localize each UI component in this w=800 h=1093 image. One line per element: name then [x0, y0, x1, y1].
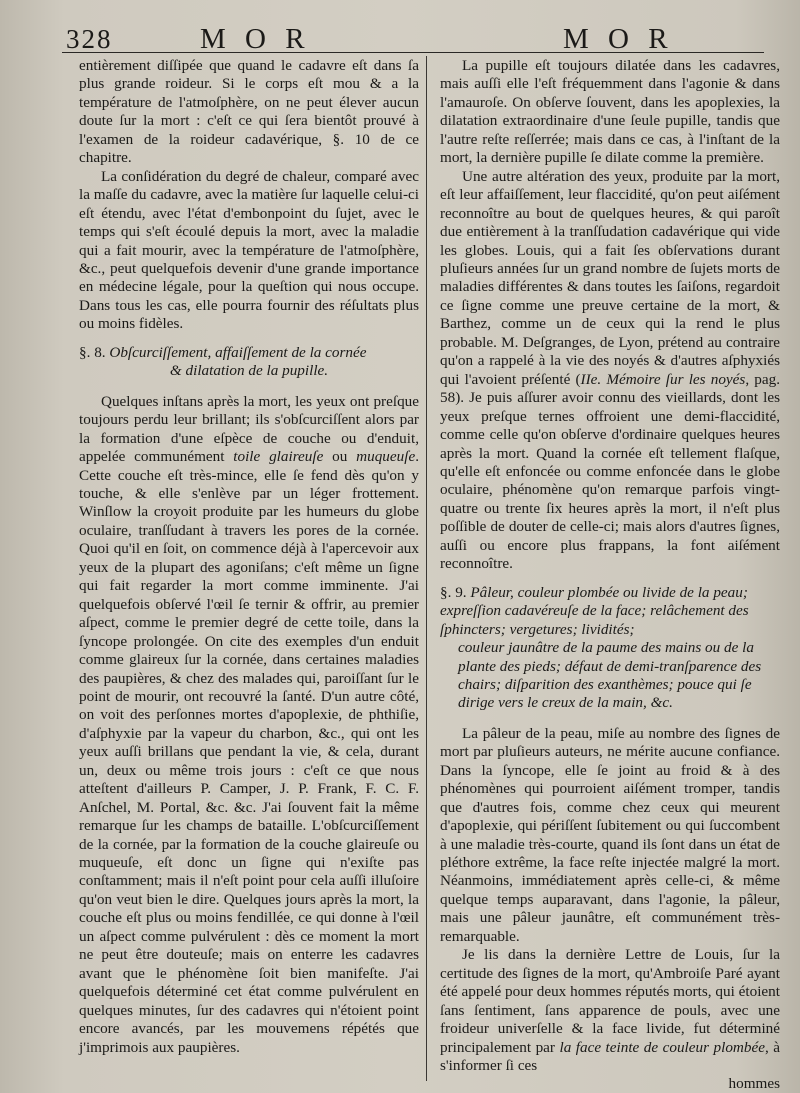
paragraph: La pâleur de la peau, miſe au nombre des ſignes de mort par pluſieurs auteurs, ne mérite aucune confiance. Dans la ſyncope, elle ſe joint au froid & à des phénomènes qui pourroient aiſément tromper, tandis que d'autres fois, comme chez ceux qui meurent d'apoplexie, qui périſſent ſubitement ou qui ſuccombent à une maladie très-courte, quand ils ſont dans un état de pléthore extrême, la face reſte injectée malgré la mort. Néanmoins, immédiatement après celle-ci, & même quelque temps auparavant, dans l'agonie, la pâleur, mais une pâleur jaunâtre, eſt communément très-remarquable.: [440, 724, 780, 945]
header-rule: [62, 52, 764, 53]
section-number: §. 8.: [79, 343, 106, 361]
page-number: 328: [66, 24, 113, 54]
italic-term: muqueuſe: [356, 448, 416, 466]
section-title-line: & dilatation de la pupille.: [169, 362, 329, 380]
paragraph: La pupille eſt toujours dilatée dans les cadavres, mais auſſi elle l'eſt fréquemment dans l'agonie & dans l'amauroſe. On obſerve ſouvent, dans les apoplexies, la dilatation extraordinaire d'une ſeule pupille, tandis que l'autre reſte reſſerrée; mais dans ce cas, à l'inſtant de la mort, la dernière pupille ſe dilate comme la première.: [440, 57, 780, 167]
section-title-line: Pâleur, couleur plombée ou livide de la peau; expreſſion cadavéreuſe de la face; relâchement des ſphincters; vergetures; lividités;: [440, 583, 749, 638]
column-rule: [426, 56, 427, 1081]
section-title-line: couleur jaunâtre de la paume des mains ou de la plante des pieds; défaut de demi-tranſparence des chairs; diſparition des exanthèmes; pouce qui ſe dirige vers le creux de la main, &c.: [458, 639, 762, 712]
section-title-line: Obſcurciſſement, affaiſſement de la cornée: [109, 343, 367, 361]
page-header: [0, 24, 800, 60]
paragraph: Je lis dans la dernière Lettre de Louis, ſur la certitude des ſignes de la mort, qu'Ambroiſe Paré ayant été appelé pour deux hommes réputés morts, qui étoient ſans ſentiment, ſans apparence de pouls, avec une froideur univerſelle & la face livide, fut déterminé principalement par la face teinte de couleur plombée, à s'informer ſi ces: [440, 946, 780, 1075]
paragraph: entièrement diſſipée que quand le cadavre eſt dans ſa plus grande roideur. Si le corps eſt mou & a la température de l'atmoſphère, on ne peut élever aucun doute ſur la mort : c'eſt ce qui ſera bientôt prouvé à l'examen de la roideur cadavérique, §. 10 de ce chapitre.: [79, 57, 419, 167]
paragraph: Quelques inſtans après la mort, les yeux ont preſque toujours perdu leur brillant; ils s'obſcurciſſent alors par la formation d'une eſpèce de couche ou d'enduit, appelée communément toile glaireuſe ou muqueuſe. Cette couche eſt très-mince, elle ſe fend dès qu'on y touche, & elle s'enlève par un léger frottement. Winſlow la croyoit produite par les humeurs du globe oculaire, tranſſudant à travers les pores de la cornée. Quoi qu'il en ſoit, on commence déjà à l'apercevoir aux yeux de la plupart des agoniſans; c'eſt même un ſigne qui fait regarder la mort comme imminente. J'ai quelquefois obſervé l'œil ſe ternir & offrir, au premier aſpect, comme le premier degré de cette toile, dans la ſyncope prolongée. On cite des exemples d'un enduit comme glaireux ſur la cornée, dans certaines maladies des paupières, & chez des malades qui, paroiſſant ſur le point de mourir, ont recouvré la ſanté. D'un autre côté, on voit des perſonnes mortes d'apoplexie, de phthiſie, d'aſphyxie par la vapeur du charbon, &c., qui ont les yeux auſſi brillans que pendant la vie, & cela, durant un, deux ou même trois jours : c'eſt ce que nous atteſtent d'ailleurs P. Camper, J. P. Frank, F. C. F. Anſchel, M. Portal, &c. &c. J'ai ſouvent fait la même remarque ſur les champs de bataille. L'obſcurciſſement de la cornée, par la formation de la couche glaireuſe ou muqueuſe, eſt donc un ſigne qui n'exiſte pas conſtamment; mais il n'eſt point pour cela auſſi illuſoire qu'on veut bien le dire. Quelques jours après la mort, la couche eſt plus ou moins fendillée, ce qui donne à l'œil un aſpect comme pulvérulent : dès ce moment la mort ne peut être douteuſe; mais on enterre les cadavres avant que le phénomène ſoit bien manifeſte. J'ai quelquefois déterminé cet état comme pulvérulent en quelques minutes, ſur des cadavres qui n'étoient point encore avancés, par les mouvemens répétés que j'imprimois aux paupières.: [79, 392, 419, 1056]
catchword: hommes: [728, 1075, 780, 1093]
section-heading-9: [440, 584, 780, 713]
paragraph: Une autre altération des yeux, produite par la mort, eſt leur affaiſſement, leur flaccidité, qu'on peut aiſément reconnoître au bout de quelques heures, & qui paroît due entièrement à la tranſſudation cadavérique qui vide les globes. Louis, qui a fait ſes obſervations durant pluſieurs années ſur un grand nombre de ſujets morts de maladies différentes & dans toutes les ſaiſons, regardoit ce ſigne comme une preuve certaine de la mort, & Barthez, comme un de ceux qui la rend le plus probable. M. Deſgranges, de Lyon, prétend au contraire qu'on a rappelé à la vie des noyés & d'autres aſphyxiés qui l'avoient préſenté (IIe. Mémoire ſur les noyés, pag. 58). Je puis aſſurer avoir connu des vieillards, dont les yeux preſque ternes offroient une demi-flaccidité, comme celle qu'on obſerve d'ordinaire quelques heures après la mort. Quand la cornée eſt tellement flaſque, qu'elle eſt enfoncée ou comme enfoncée dans le globe oculaire, phénomène qu'on remarque parfois vingt-quatre ou trente ſix heures après la mort, il n'eſt plus poſſible de douter de celle-ci; mais alors d'autres ſignes, auſſi ou encore plus frappans, la font aiſément reconnoître.: [440, 167, 781, 573]
running-head-right: M O R: [563, 23, 674, 55]
italic-term: toile glaireuſe: [233, 448, 324, 466]
left-column: [79, 57, 419, 1057]
italic-term: la face teinte de couleur plombée: [559, 1038, 765, 1056]
section-heading-8: [79, 344, 419, 381]
paragraph: La conſidération du degré de chaleur, comparé avec la maſſe du cadavre, avec la matière ſur laquelle celui-ci eſt étendu, avec l'état d'embonpoint du ſujet, avec le temps qui s'eſt écoulé depuis la mort, avec la maladie qui a fait mourir, avec la température de l'atmoſphère, &c., peut quelquefois devenir d'une grande importance en médecine légale, pour la queſtion qui nous occupe. Dans tous les cas, elle pourra fournir des réſultats plus ou moins fidèles.: [79, 167, 419, 333]
section-number: §. 9.: [440, 583, 467, 601]
citation: IIe. Mémoire ſur les noyés: [580, 370, 746, 388]
right-column: [440, 57, 780, 1093]
running-head-left: M O R: [200, 23, 311, 55]
